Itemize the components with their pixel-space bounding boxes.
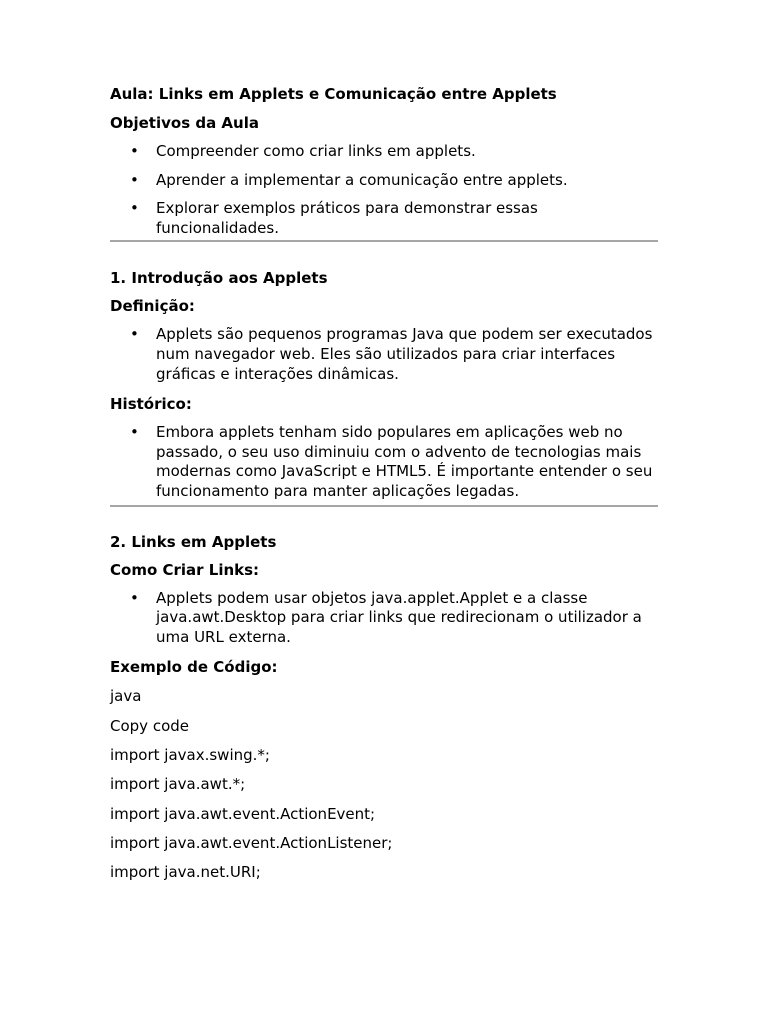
bullet-icon: • bbox=[130, 423, 139, 442]
code-example-heading: Exemplo de Código: bbox=[110, 658, 278, 677]
list-item bbox=[110, 142, 658, 162]
list-item bbox=[110, 325, 658, 384]
how-to-heading: Como Criar Links: bbox=[110, 560, 260, 579]
list-item bbox=[110, 199, 658, 238]
list-item-text: Applets podem usar objetos java.applet.Applet e a classe java.awt.Desktop para criar links que redirecionam o utilizador a uma URL externa. bbox=[156, 588, 642, 646]
objectives-list bbox=[110, 142, 658, 238]
history-heading: Histórico: bbox=[110, 395, 192, 414]
bullet-icon: • bbox=[130, 170, 139, 189]
copy-code-button[interactable]: Copy code bbox=[110, 716, 189, 735]
history-list bbox=[110, 423, 658, 501]
code-line: import java.awt.event.ActionEvent; bbox=[110, 804, 376, 823]
bullet-icon: • bbox=[130, 325, 139, 344]
list-item-text: Applets são pequenos programas Java que podem ser executados num navegador web. Eles são utilizados para criar interfaces gráficas e interações dinâmicas. bbox=[156, 325, 653, 383]
horizontal-rule bbox=[110, 505, 658, 507]
list-item-text: Compreender como criar links em applets. bbox=[156, 142, 476, 160]
code-language-label: java bbox=[110, 687, 142, 706]
list-item bbox=[110, 171, 658, 191]
definition-list bbox=[110, 325, 658, 384]
definition-heading: Definição: bbox=[110, 297, 195, 316]
code-line: import java.awt.event.ActionListener; bbox=[110, 833, 393, 852]
bullet-icon: • bbox=[130, 142, 139, 160]
list-item-text: Embora applets tenham sido populares em aplicações web no passado, o seu uso diminuiu com o advento de tecnologias mais modernas como JavaScript e HTML5. É importante entender o seu funcionamento para manter aplicações legadas. bbox=[156, 423, 653, 500]
list-item bbox=[110, 589, 658, 648]
list-item-text: Explorar exemplos práticos para demonstrar essas funcionalidades. bbox=[156, 199, 538, 237]
code-line: import javax.swing.*; bbox=[110, 745, 270, 764]
how-to-list bbox=[110, 589, 658, 648]
bullet-icon: • bbox=[130, 588, 139, 607]
document-title: Aula: Links em Applets e Comunicação entre Applets bbox=[110, 85, 557, 103]
section-2-heading: 2. Links em Applets bbox=[110, 532, 277, 551]
document-page bbox=[110, 84, 658, 891]
list-item-text: Aprender a implementar a comunicação entre applets. bbox=[156, 170, 568, 189]
objectives-heading: Objetivos da Aula bbox=[110, 114, 259, 132]
horizontal-rule bbox=[110, 240, 658, 242]
code-line: import java.awt.*; bbox=[110, 775, 246, 794]
section-1-heading: 1. Introdução aos Applets bbox=[110, 269, 328, 288]
bullet-icon: • bbox=[130, 199, 139, 218]
list-item bbox=[110, 423, 658, 501]
code-line: import java.net.URI; bbox=[110, 863, 261, 882]
